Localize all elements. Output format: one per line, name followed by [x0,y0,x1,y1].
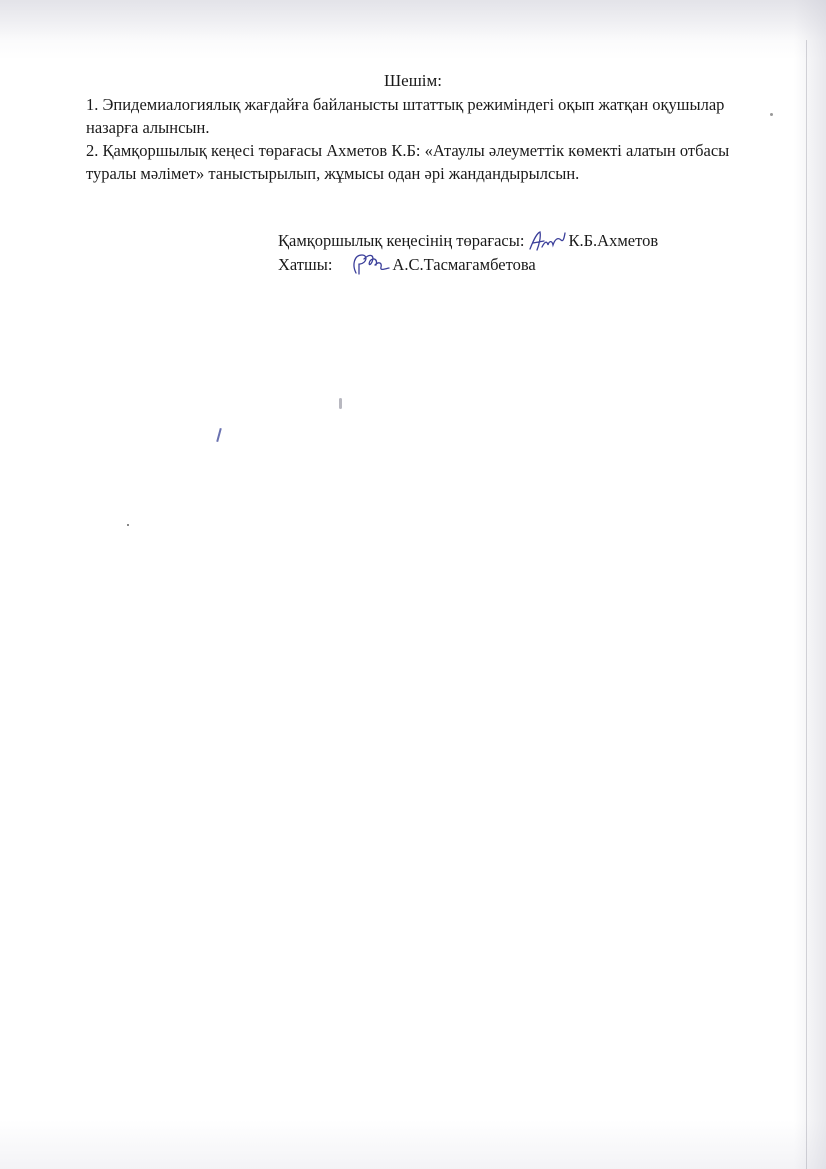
scan-speck [216,428,222,442]
secretary-label: Хатшы: [278,255,333,274]
chair-signature-icon [528,229,566,253]
scan-shadow-top [0,0,826,40]
signature-block [278,229,748,277]
scan-speck [770,113,773,116]
decision-heading: Шешім: [384,71,442,90]
scan-speck [127,524,129,526]
secretary-name: А.С.Тасмагамбетова [392,255,536,274]
scan-speck [339,398,342,409]
chair-signature-line [278,229,748,253]
secretary-signature-icon [348,251,390,277]
chair-label: Қамқоршылық кеңесінің төрағасы: [278,231,525,250]
scan-shadow-right [794,0,826,1169]
decision-item-2: 2. Қамқоршылық кеңесі төрағасы Ахметов К.Б: «Атаулы әлеуметтік көмекті алатын отбасы туралы мәлімет» таныстырылып, жұмысы одан әрі жандандырылсын. [86,141,730,183]
decision-list [86,93,736,185]
secretary-signature-line [278,253,748,277]
chair-name: К.Б.Ахметов [568,231,659,250]
scan-edge-line [806,40,807,1169]
decision-item-1: 1. Эпидемиалогиялық жағдайға байланысты штаттық режиміндегі оқып жатқан оқушылар назарға алынсын. [86,95,725,137]
